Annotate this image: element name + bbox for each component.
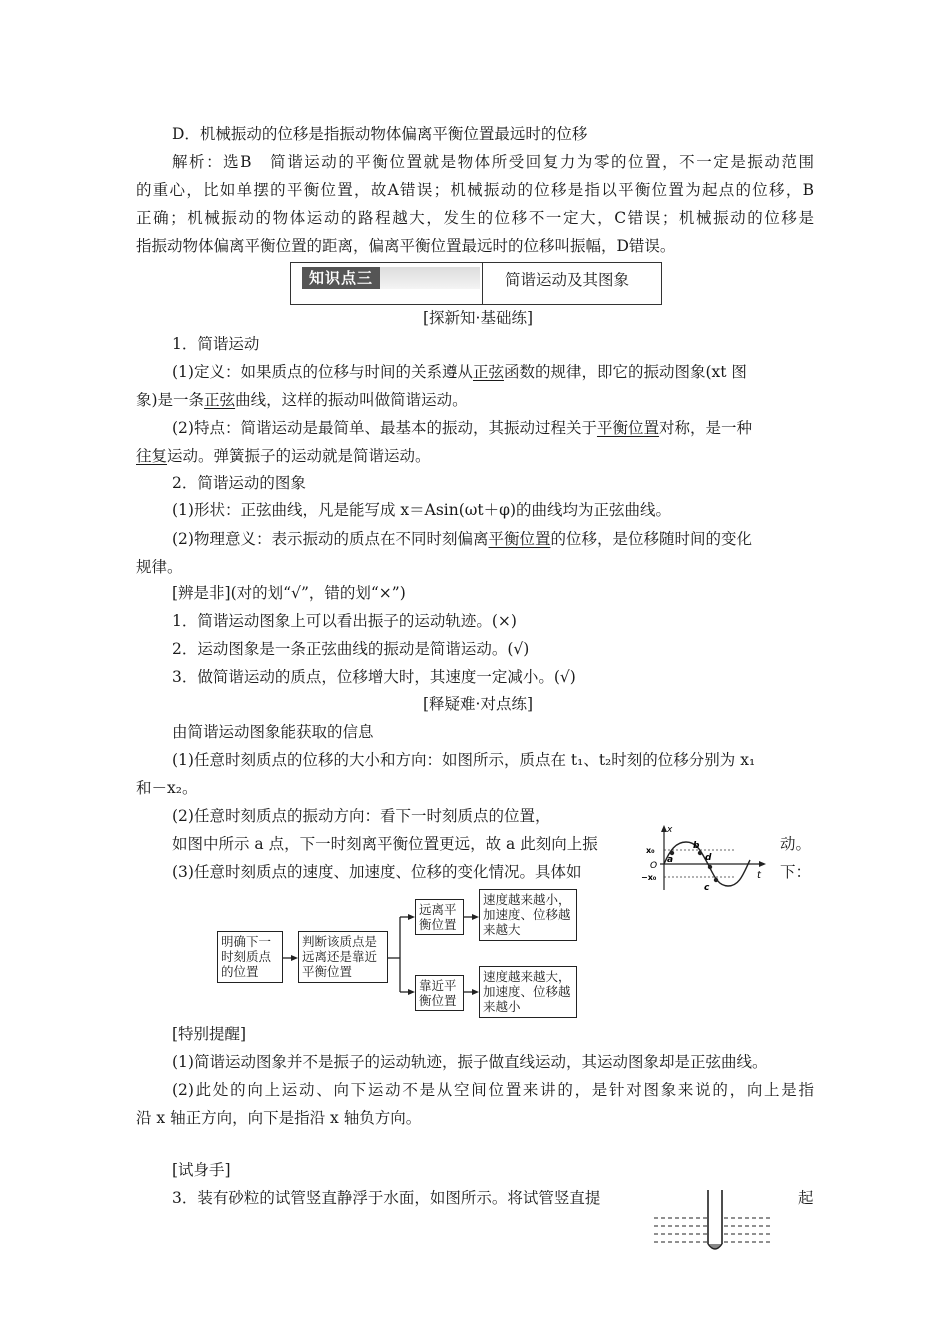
t-axis-label: t	[757, 870, 761, 881]
x-axis-label: x	[667, 825, 673, 835]
point-a-label: a	[667, 855, 674, 865]
connector-arrow	[472, 914, 479, 920]
flow-far-box: 远离平衡位置	[415, 899, 464, 935]
connector-arrow	[291, 955, 298, 961]
point-c-label: c	[704, 883, 710, 893]
underlined-answer: 平衡位置	[596, 419, 659, 437]
origin-label: O	[650, 861, 658, 871]
connector-arrow	[472, 989, 479, 995]
point-d-label: d	[705, 853, 712, 863]
neg-x0-label: −x₀	[641, 873, 657, 882]
text: (1)定义：如果质点的位移与时间的关系遵从	[172, 363, 473, 381]
text: 函数的规律，即它的振动图象(xt 图	[503, 363, 747, 381]
resolve-label: [释疑难·对点练]	[423, 695, 534, 713]
flow-near-result-box: 速度越来越大，加速度、位移越来越小	[479, 966, 577, 1018]
info-line: (3)任意时刻质点的速度、加速度、位移的变化情况。具体如	[172, 863, 582, 881]
info-line: 下：	[780, 863, 812, 881]
flow-judge-box: 判断该质点是远离还是靠近平衡位置	[298, 931, 388, 983]
text: 曲线，这样的振动叫做简谐运动。	[235, 391, 468, 409]
underlined-answer: 平衡位置	[488, 530, 551, 548]
meaning-line: 规律。	[136, 558, 183, 576]
info-line: 如图中所示 a 点，下一时刻离平衡位置更远，故 a 此刻向上振	[172, 835, 598, 853]
flow-near-box: 靠近平衡位置	[415, 975, 464, 1011]
underlined-answer: 正弦	[204, 391, 236, 409]
try-title: [试身手]	[172, 1161, 231, 1179]
text: (2)特点：简谐运动是最简单、最基本的振动，其振动过程关于	[172, 419, 597, 437]
heading: 1．简谐运动	[172, 335, 260, 353]
section-title: 简谐运动及其图象	[505, 271, 630, 289]
explore-label: [探新知·基础练]	[423, 309, 534, 327]
special-line: (1)简谐运动图象并不是振子的运动轨迹，振子做直线运动，其运动图象却是正弦曲线。	[172, 1053, 768, 1071]
text: 对称，是一种	[658, 419, 752, 437]
text: 的位移，是位移随时间的变化	[550, 530, 752, 548]
analysis-line: 的重心，比如单摆的平衡位置，故A错误；机械振动的位移是指以平衡位置为起点的位移，B	[136, 181, 814, 199]
text: 象)是一条	[136, 391, 205, 409]
tube-interior	[708, 1190, 722, 1250]
section-tag: 知识点三	[302, 267, 380, 289]
question-line: 起	[798, 1189, 814, 1207]
special-line: (2)此处的向上运动、向下运动不是从空间位置来讲的，是针对图象来说的，向上是指	[172, 1081, 814, 1099]
connector-arrow	[408, 914, 415, 920]
special-line: 沿 x 轴正方向，向下是指沿 x 轴负方向。	[136, 1109, 422, 1127]
analysis-line: 正确；机械振动的物体运动的路程越大，发生的位移不一定大，C错误；机械振动的位移是	[136, 209, 814, 227]
judge-title: [辨是非](对的划“√”，错的划“×”)	[172, 584, 406, 602]
judge-item: 1．简谐运动图象上可以看出振子的运动轨迹。(×)	[172, 612, 517, 630]
special-title: [特别提醒]	[172, 1025, 247, 1043]
info-line: (1)任意时刻质点的位移的大小和方向：如图所示，质点在 t₁、t₂时刻的位移分别为 x₁	[172, 751, 756, 769]
text: 运动。弹簧振子的运动就是简谐运动。	[167, 447, 431, 465]
info-line: (2)任意时刻质点的振动方向：看下一时刻质点的位置，	[172, 807, 551, 825]
point-b-label: b	[693, 841, 700, 851]
x0-label: x₀	[646, 846, 655, 855]
info-line: 和－x₂。	[136, 779, 198, 797]
analysis-line: 指振动物体偏离平衡位置的距离，偏离平衡位置最远时的位移叫振幅，D错误。	[136, 237, 676, 255]
heading: 2．简谐运动的图象	[172, 474, 306, 492]
shape-line: (1)形状：正弦曲线，凡是能写成 x＝Asin(ωt＋φ)的曲线均为正弦曲线。	[172, 501, 672, 519]
info-title: 由简谐运动图象能获取的信息	[172, 723, 374, 741]
analysis-line: 解析：选B 简谐运动的平衡位置就是物体所受回复力为零的位置，不一定是振动范围	[172, 153, 814, 171]
info-line: 动。	[780, 835, 812, 853]
test-tube-figure	[650, 1188, 780, 1252]
text: (2)物理意义：表示振动的质点在不同时刻偏离	[172, 530, 489, 548]
option-d: D．机械振动的位移是指振动物体偏离平衡位置最远时的位移	[172, 125, 588, 143]
flow-far-result-box: 速度越来越小，加速度、位移越来越大	[479, 889, 577, 941]
underlined-answer: 正弦	[472, 363, 504, 381]
flow-start-box: 明确下一时刻质点的位置	[217, 931, 283, 983]
judge-item: 3．做简谐运动的质点，位移增大时，其速度一定减小。(√)	[172, 668, 576, 686]
underlined-answer: 往复	[136, 447, 168, 465]
question-line: 3．装有砂粒的试管竖直静浮于水面，如图所示。将试管竖直提	[172, 1189, 601, 1207]
connector-arrow	[408, 989, 415, 995]
judge-item: 2．运动图象是一条正弦曲线的振动是简谐运动。(√)	[172, 640, 530, 658]
